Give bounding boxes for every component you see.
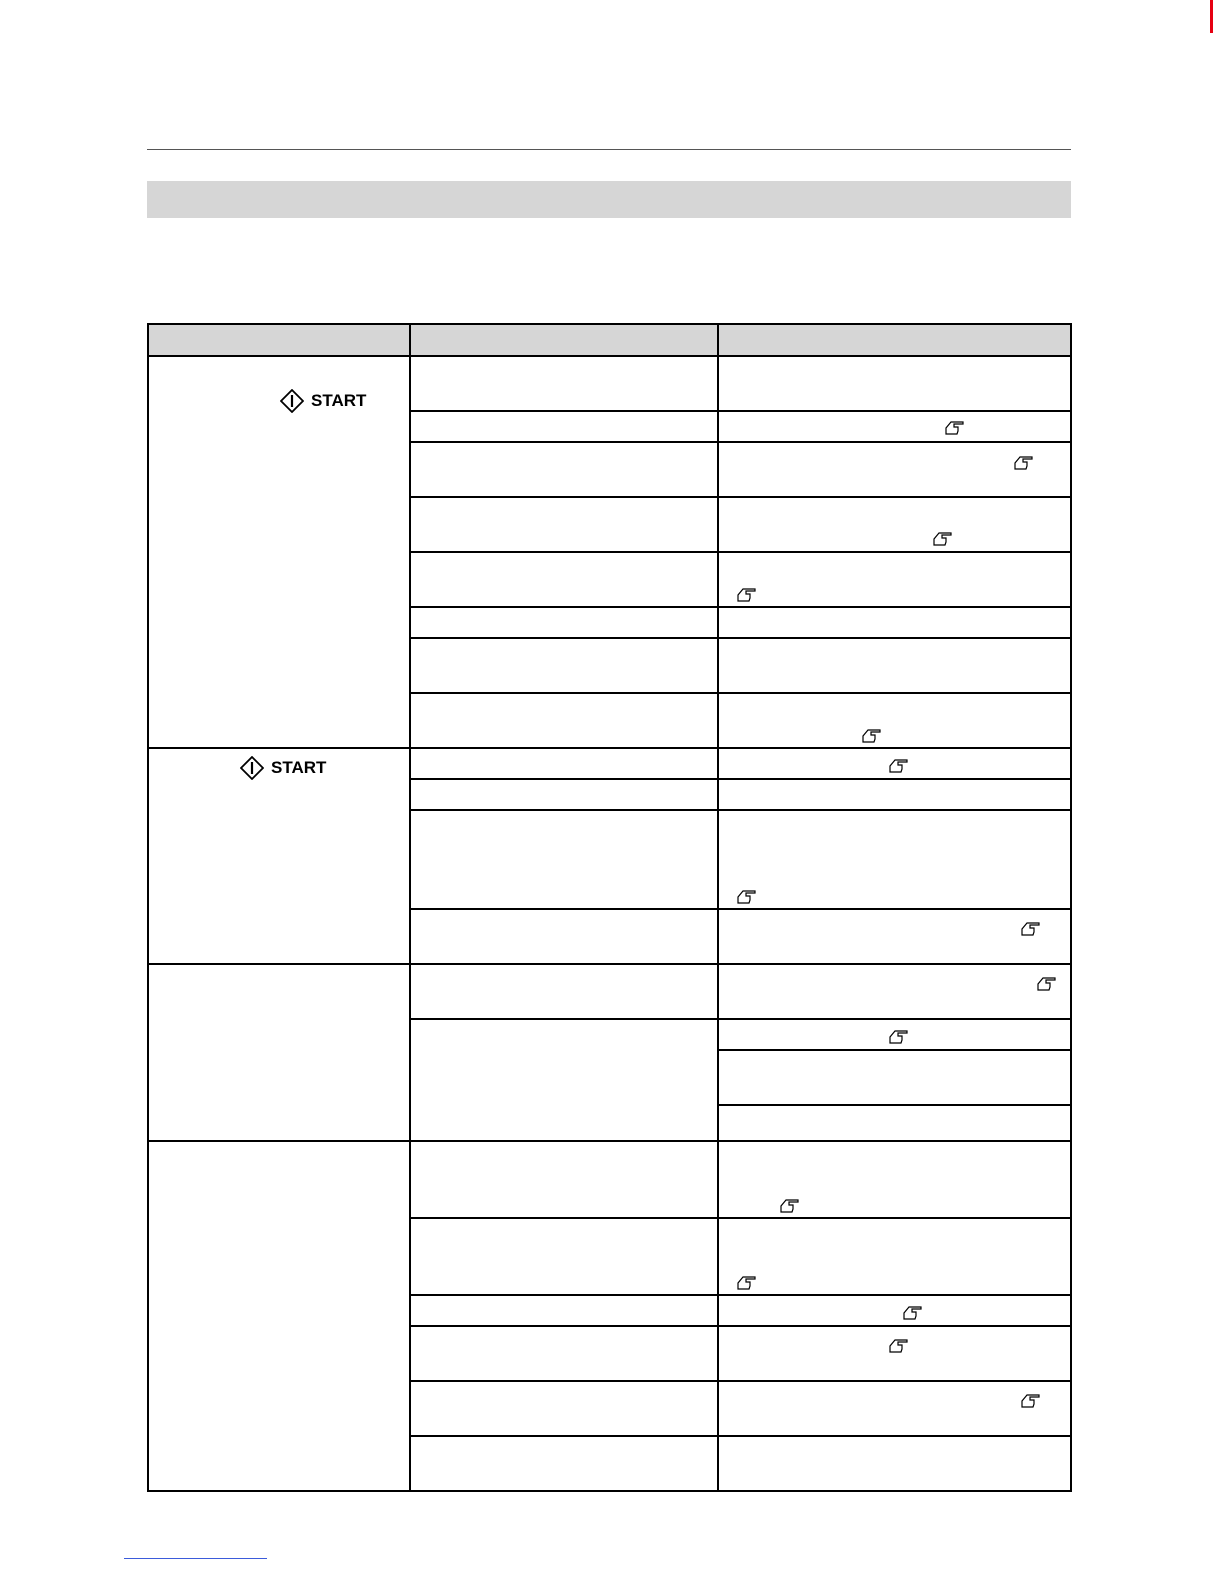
remedy-cell [718, 1381, 1071, 1436]
cause-cell [410, 638, 718, 693]
remedy-cell [718, 779, 1071, 810]
remedy-cell [718, 442, 1071, 497]
cause-cell [410, 693, 718, 748]
cause-cell [410, 552, 718, 607]
pointing-hand-icon [889, 1028, 909, 1044]
symptom-cell [148, 964, 410, 1141]
symptom-cell [148, 356, 410, 748]
cause-cell [410, 909, 718, 964]
page-edge-tab [1210, 0, 1213, 33]
table-row [148, 1141, 1071, 1218]
cause-cell [410, 1381, 718, 1436]
pointing-hand-icon [889, 757, 909, 773]
symptom-cell [148, 748, 410, 964]
remedy-cell [718, 1019, 1071, 1050]
remedy-cell [718, 1218, 1071, 1295]
cause-cell [410, 1326, 718, 1381]
remedy-cell [718, 909, 1071, 964]
remedy-cell [718, 552, 1071, 607]
cause-cell [410, 1019, 718, 1141]
header-rule [147, 149, 1071, 150]
remedy-cell [718, 356, 1071, 411]
remedy-cell [718, 1326, 1071, 1381]
cause-cell [410, 1436, 718, 1491]
pointing-hand-icon [933, 530, 953, 546]
pointing-hand-icon [780, 1197, 800, 1213]
cause-cell [410, 356, 718, 411]
symptom-cell [148, 1141, 410, 1491]
pointing-hand-icon [903, 1304, 923, 1320]
footer-link-underline[interactable] [124, 1558, 267, 1559]
table-header-row [148, 324, 1071, 356]
pointing-hand-icon [1021, 1392, 1041, 1408]
pointing-hand-icon [1014, 454, 1034, 470]
cause-cell [410, 748, 718, 779]
cause-cell [410, 497, 718, 552]
remedy-cell [718, 607, 1071, 638]
start-diamond-icon [240, 756, 264, 780]
remedy-cell [718, 1436, 1071, 1491]
start-key-label: START [311, 391, 367, 410]
header-remedy [718, 324, 1071, 356]
cause-cell [410, 964, 718, 1019]
start-key [240, 756, 326, 780]
remedy-cell [718, 964, 1071, 1019]
remedy-cell [718, 748, 1071, 779]
remedy-cell [718, 497, 1071, 552]
remedy-cell [718, 1295, 1071, 1326]
start-diamond-icon [280, 389, 304, 413]
cause-cell [410, 810, 718, 909]
pointing-hand-icon [945, 419, 965, 435]
cause-cell [410, 1141, 718, 1218]
pointing-hand-icon [737, 586, 757, 602]
cause-cell [410, 442, 718, 497]
pointing-hand-icon [737, 888, 757, 904]
cause-cell [410, 607, 718, 638]
table-row [148, 964, 1071, 1019]
remedy-cell [718, 1050, 1071, 1105]
pointing-hand-icon [1037, 975, 1057, 991]
remedy-cell [718, 638, 1071, 693]
remedy-cell [718, 1141, 1071, 1218]
remedy-cell [718, 411, 1071, 442]
section-banner [147, 181, 1071, 218]
header-symptom [148, 324, 410, 356]
table-row [148, 748, 1071, 779]
remedy-cell [718, 1105, 1071, 1141]
pointing-hand-icon [1021, 920, 1041, 936]
cause-cell [410, 411, 718, 442]
cause-cell [410, 1218, 718, 1295]
cause-cell [410, 779, 718, 810]
remedy-cell [718, 810, 1071, 909]
header-cause [410, 324, 718, 356]
start-key-label: START [271, 758, 327, 777]
remedy-cell [718, 693, 1071, 748]
pointing-hand-icon [737, 1274, 757, 1290]
start-key [280, 389, 366, 413]
cause-cell [410, 1295, 718, 1326]
pointing-hand-icon [889, 1337, 909, 1353]
pointing-hand-icon [862, 727, 882, 743]
table-row [148, 356, 1071, 411]
troubleshooting-table [147, 323, 1072, 1492]
